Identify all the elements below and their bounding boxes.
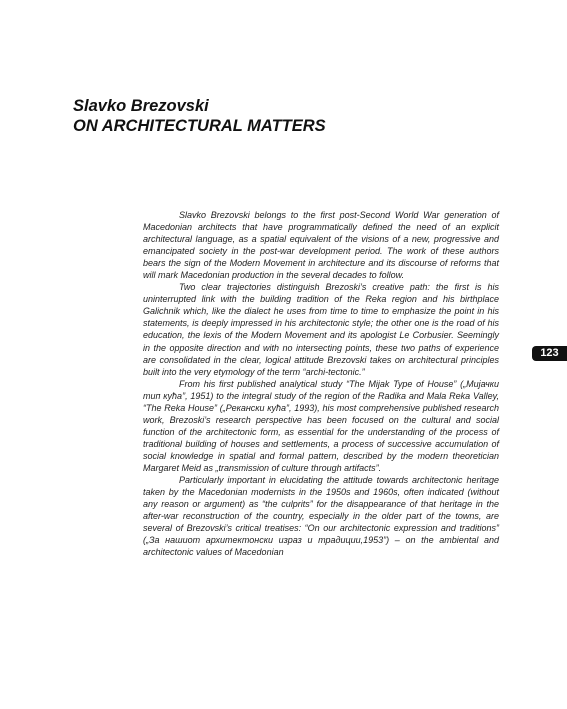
article-heading xyxy=(73,96,493,136)
article-title: ON ARCHITECTURAL MATTERS xyxy=(73,117,326,135)
body-paragraph: Particularly important in elucidating the attitude towards architectonic heritage taken by the Macedonian modernists in the 1950s and 1960s, often indicated (without any reason or argument) as “the culprits” for the disappearance of that heritage in the after-war reconstruction of the country, especially in the older part of the towns, are several of Brezovski’s critical treatises: “On our architectonic expression and traditions” („За нашиот архитектонски израз и традиции,1953”) – on the ambiental and architectonic values of Macedonian xyxy=(143,475,499,558)
body-paragraph: Two clear trajectories distinguish Brezoski’s creative path: the first is his uninterrupted link with the building tradition of the Reka region and his birthplace Galichnik which, like the dialect he uses from time to time to emphasize the point in his statements, is deeply impressed in his architectonic style; the other one is the road of his education, the lexis of the Modern Movement and its apologist Le Corbusier. Seemingly in the opposite direction and with no intersecting points, these two paths of experience are consolidated in the clear, logical attitude Brezovski takes on architectural principles built into the very etymology of the term “archi-tectonic.” xyxy=(143,282,499,377)
author-name: Slavko Brezovski xyxy=(73,97,209,115)
page-number-tab: 123 xyxy=(532,346,567,361)
body-paragraph: From his first published analytical study “The Mijak Type of House” („Мијачки тип кућа”, 1951) to the integral study of the region of the Radika and Mala Reka Valley, “The Reka House” („Рекански кућа”, 1993), his most comprehensive published research work, Brezoski’s research perspective has been focused on the cultural and social function of the architectonic form, as essential for the understanding of the process of traditional building of houses and settlements, a process of successive accumulation of social knowledge in spatial and formal pattern, described by the modern theoretician Margaret Meid as „transmission of culture through artifacts”. xyxy=(143,378,499,473)
body-paragraph: Slavko Brezovski belongs to the first post-Second World War generation of Macedonian architects that have programmatically defined the need of an explicit architectural language, as a spatial equivalent of the visions of a new, progressive and emancipated society in the post-war development period. The work of these authors bears the sign of the Modern Movement in architecture and its discourse of reforms that will mark Macedonian production in the several decades to follow. xyxy=(143,210,499,281)
article-body xyxy=(143,209,499,558)
